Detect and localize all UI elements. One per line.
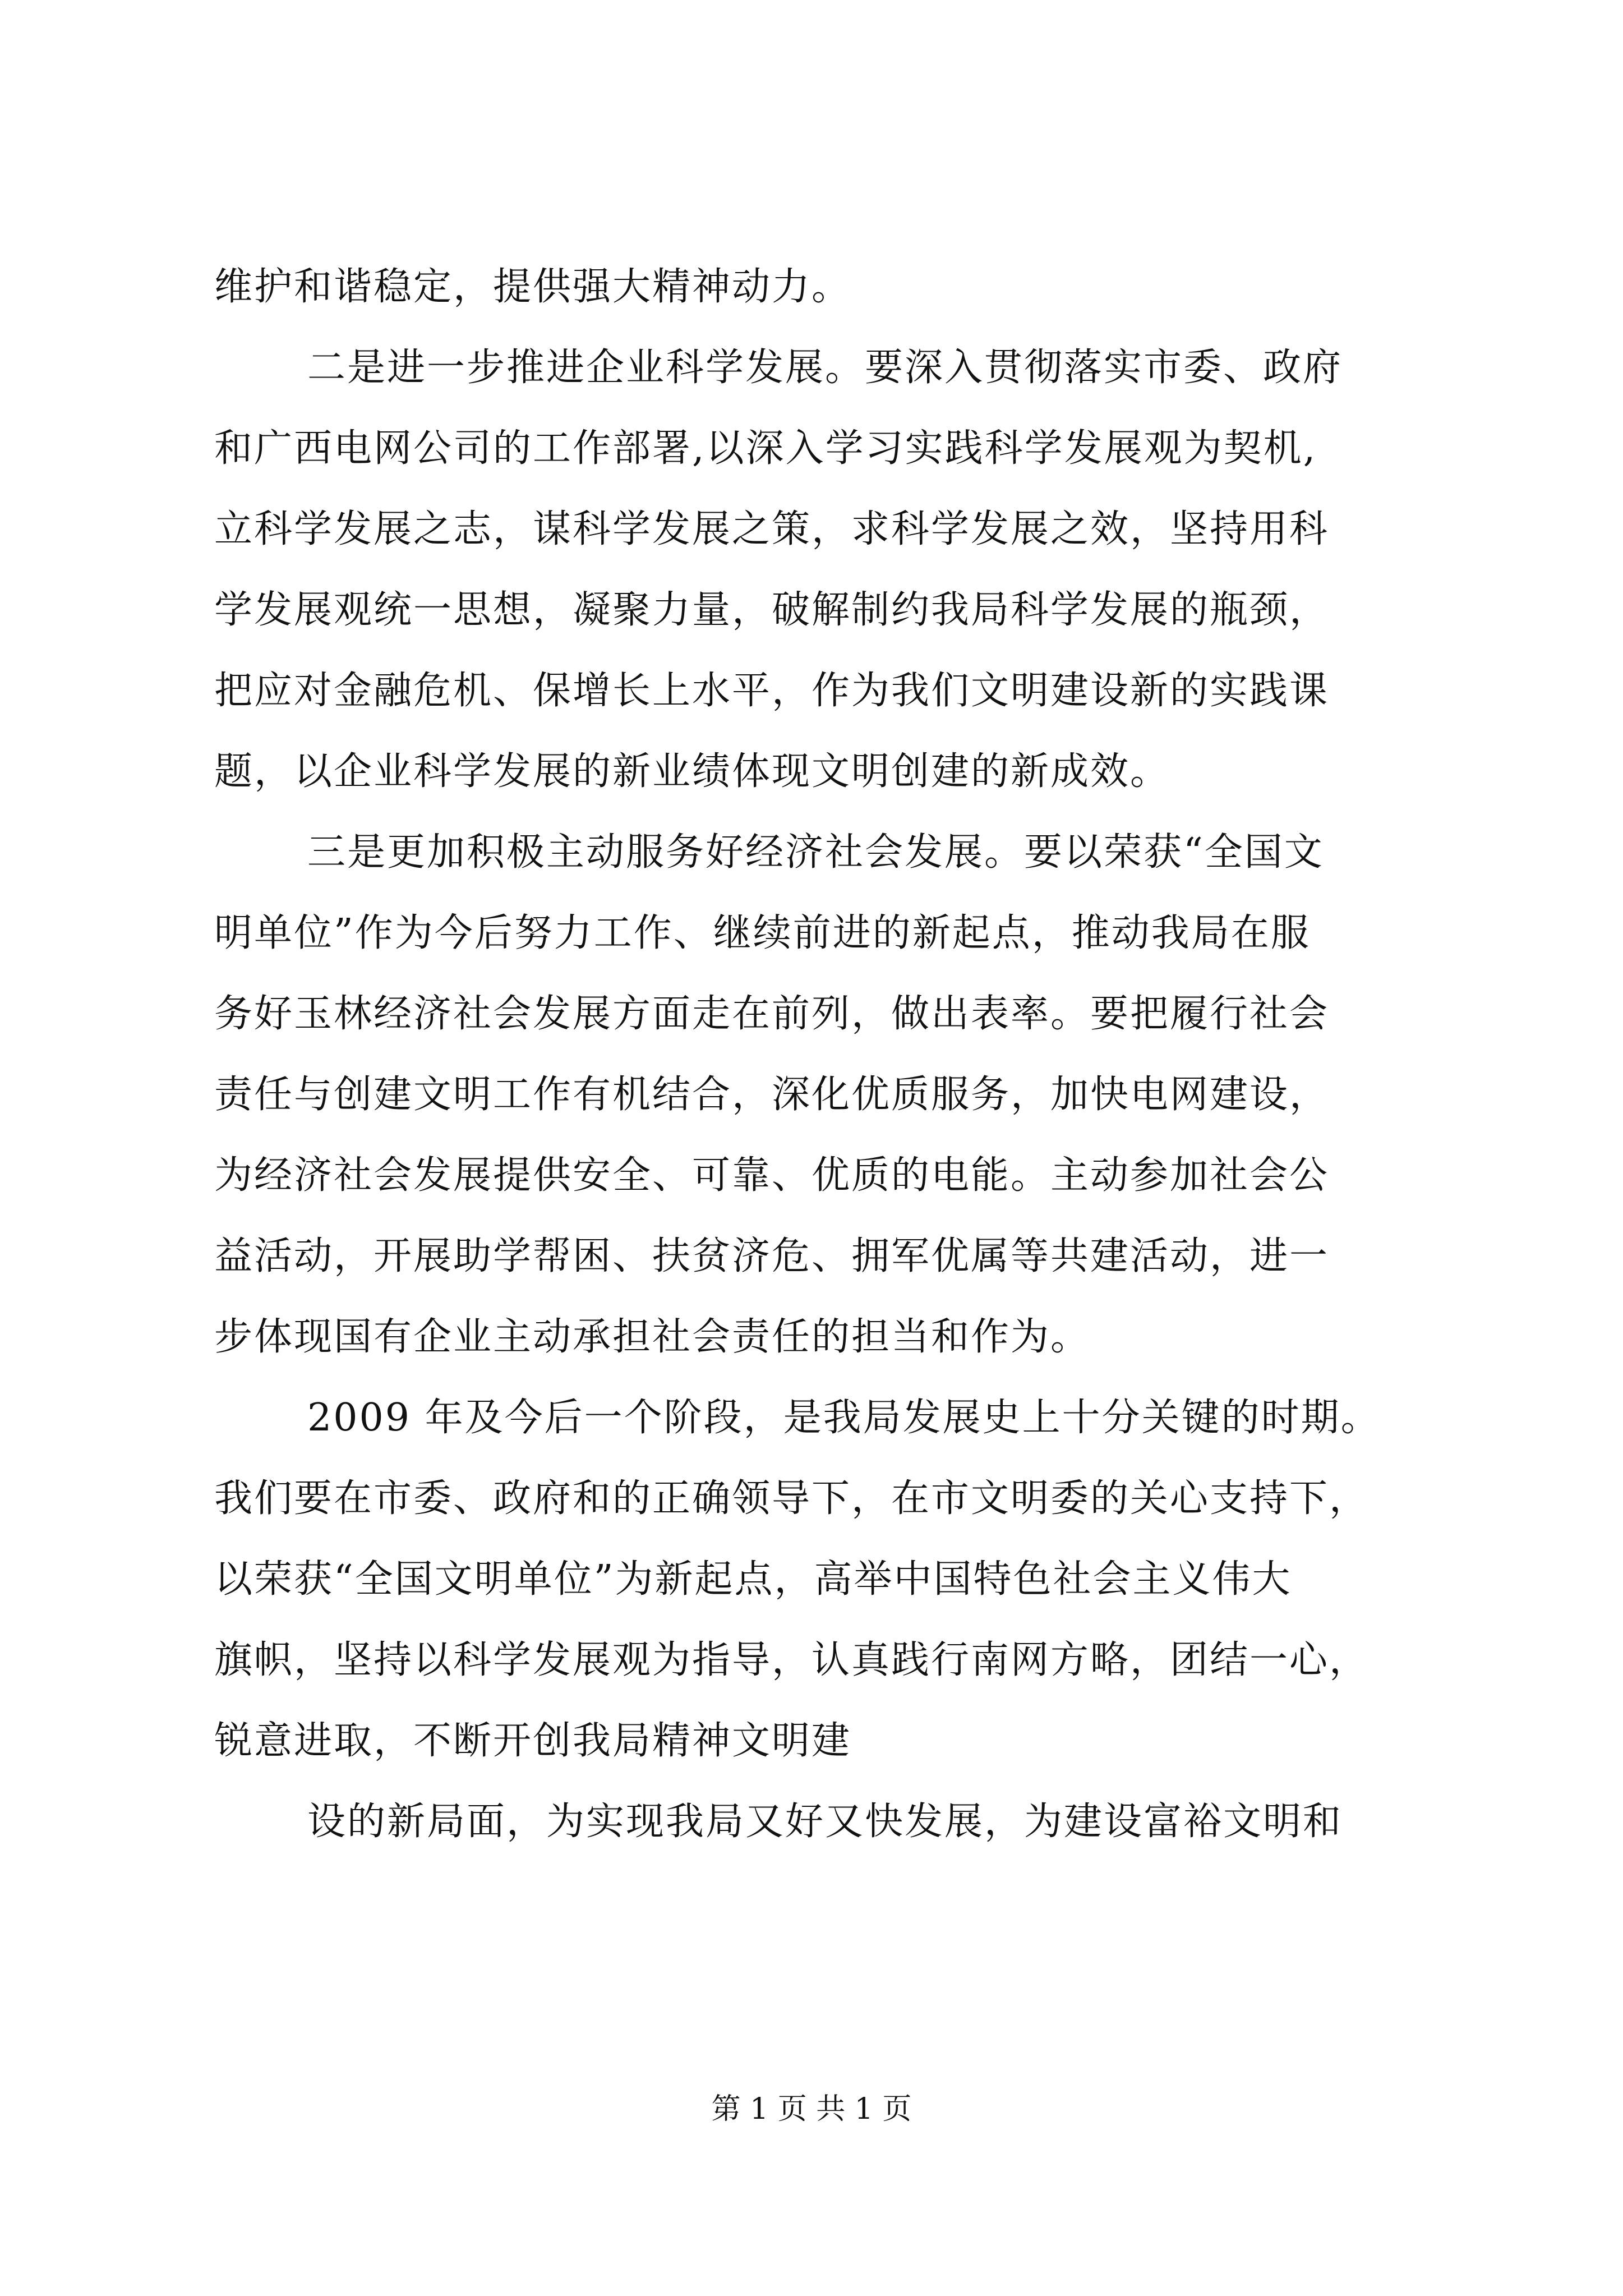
text-line: 立科学发展之志，谋科学发展之策，求科学发展之效，坚持用科 bbox=[214, 507, 1330, 551]
text-line: 旗帜，坚持以科学发展观为指导，认真践行南网方略，团结一心， bbox=[214, 1638, 1370, 1682]
text-line: 我们要在市委、政府和的正确领导下，在市文明委的关心支持下， bbox=[214, 1476, 1370, 1521]
text-line: 三是更加积极主动服务好经济社会发展。要以荣获“全国文 bbox=[307, 830, 1324, 875]
text-line: 步体现国有企业主动承担社会责任的担当和作为。 bbox=[214, 1315, 1091, 1359]
text-line: 务好玉林经济社会发展方面走在前列，做出表率。要把履行社会 bbox=[214, 992, 1330, 1036]
text-line: 2009 年及今后一个阶段，是我局发展史上十分关键的时期。 bbox=[307, 1396, 1381, 1440]
page-number-footer: 第 1 页 共 1 页 bbox=[711, 2092, 912, 2126]
text-line: 二是进一步推进企业科学发展。要深入贯彻落实市委、政府 bbox=[307, 346, 1343, 390]
text-line: 和广西电网公司的工作部署,以深入学习实践科学发展观为契机, bbox=[214, 426, 1317, 471]
text-line: 以荣获“全国文明单位”为新起点，高举中国特色社会主义伟大 bbox=[214, 1557, 1292, 1602]
text-line: 锐意进取，不断开创我局精神文明建 bbox=[214, 1719, 852, 1763]
text-line: 学发展观统一思想，凝聚力量，破解制约我局科学发展的瓶颈， bbox=[214, 588, 1330, 632]
document-body bbox=[214, 247, 1476, 1862]
text-line: 责任与创建文明工作有机结合，深化优质服务，加快电网建设， bbox=[214, 1073, 1330, 1117]
text-line: 明单位”作为今后努力工作、继续前进的新起点，推动我局在服 bbox=[214, 911, 1311, 955]
text-line: 维护和谐稳定，提供强大精神动力。 bbox=[214, 265, 852, 309]
text-line: 益活动，开展助学帮困、扶贫济危、拥军优属等共建活动，进一 bbox=[214, 1234, 1330, 1278]
text-line: 为经济社会发展提供安全、可靠、优质的电能。主动参加社会公 bbox=[214, 1153, 1330, 1198]
text-line: 把应对金融危机、保增长上水平，作为我们文明建设新的实践课 bbox=[214, 669, 1330, 713]
text-line: 题，以企业科学发展的新业绩体现文明创建的新成效。 bbox=[214, 749, 1170, 794]
text-line: 设的新局面，为实现我局又好又快发展，为建设富裕文明和 bbox=[307, 1800, 1343, 1844]
